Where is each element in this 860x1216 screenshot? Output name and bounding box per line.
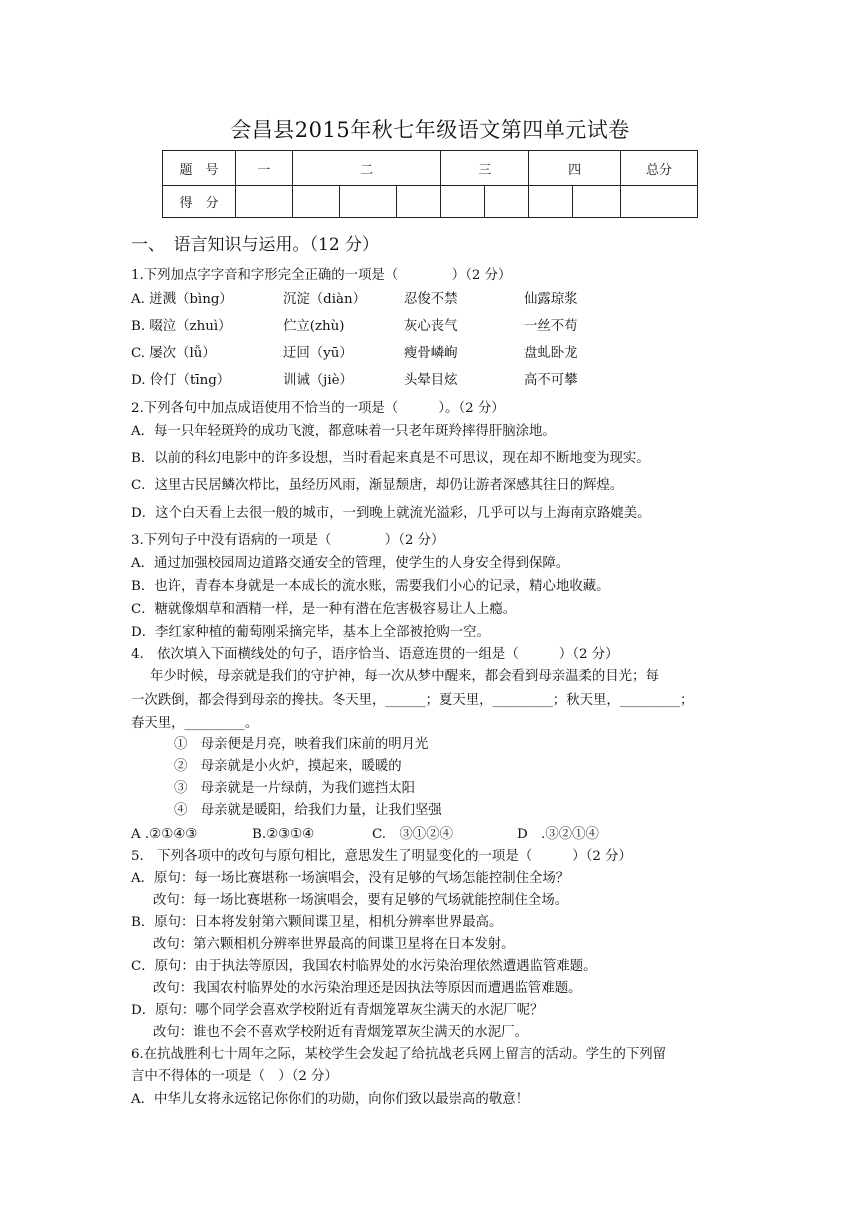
q2-stem: 2.下列各句中加点成语使用不恰当的一项是（ ）。（2 分）	[131, 401, 505, 416]
header-cell-total: 总分	[621, 151, 698, 186]
q5-b-revised: 改句：第六颗相机分辨率世界最高的间谍卫星将在日本发射。	[153, 937, 515, 952]
q5-a-original: A．原句：每一场比赛堪称一场演唱会，没有足够的气场怎能控制住全场？	[131, 871, 570, 886]
q1-option-a-2: 沉淀（diàn）	[283, 292, 367, 307]
q4-passage-line-2: 一次跌倒，都会得到母亲的搀扶。冬天里，______；夏天里，_________；秋天里，_________；	[131, 693, 694, 708]
q5-d-original: D．原句：哪个同学会喜欢学校附近有青烟笼罩灰尘满天的水泥厂呢？	[131, 1003, 544, 1018]
q4-item-4: ④ 母亲就是暖阳，给我们力量，让我们坚强	[174, 803, 442, 818]
q1-option-b-3: 灰心丧气	[404, 319, 458, 334]
q4-choice-a: A .②①④③	[131, 827, 198, 842]
q4-item-2: ② 母亲就是小火炉，摸起来，暖暖的	[174, 759, 402, 774]
q1-option-d-3: 头晕目炫	[404, 373, 458, 388]
q5-c-revised: 改句：我国农村临界处的水污染治理还是因执法等原因而遭遇监管难题。	[153, 981, 582, 996]
score-cell[interactable]	[573, 186, 621, 218]
header-cell-label: 题 号	[163, 151, 236, 186]
header-cell-1: 一	[235, 151, 292, 186]
q6-stem-line-2: 言中不得体的一项是（ ）（2 分）	[131, 1069, 338, 1084]
score-cell[interactable]	[396, 186, 441, 218]
score-cell[interactable]	[441, 186, 485, 218]
q5-stem: 5. 下列各项中的改句与原句相比，意思发生了明显变化的一项是（ ）（2 分）	[131, 849, 632, 864]
q2-option-a: A．每一只年轻斑羚的成功飞渡，都意味着一只老年斑羚摔得肝脑涂地。	[131, 424, 556, 439]
q1-option-a: A. 迸溅（bìng）	[131, 292, 233, 307]
q1-option-c-2: 迂回（yū）	[283, 346, 353, 361]
q5-d-revised: 改句：谁也不会不喜欢学校附近有青烟笼罩灰尘满天的水泥厂。	[153, 1025, 528, 1040]
q4-item-3: ③ 母亲就是一片绿荫，为我们遮挡太阳	[174, 781, 416, 796]
q4-item-1: ① 母亲便是月亮，映着我们床前的明月光	[174, 737, 429, 752]
score-cell[interactable]	[529, 186, 573, 218]
q3-option-a: A．通过加强校园周边道路交通安全的管理，使学生的人身安全得到保障。	[131, 556, 570, 571]
score-cell-total[interactable]	[621, 186, 698, 218]
header-cell-3: 三	[441, 151, 529, 186]
q5-b-original: B．原句：日本将发射第六颗间谍卫星，相机分辨率世界最高。	[131, 915, 503, 930]
q1-option-a-3: 忍俊不禁	[404, 292, 458, 307]
q5-c-original: C．原句：由于执法等原因，我国农村临界处的水污染治理依然遭遇监管难题。	[131, 959, 597, 974]
q1-option-a-4: 仙露琼浆	[524, 292, 578, 307]
q1-option-d-2: 训诫（jiè）	[283, 373, 353, 388]
q4-passage-line-1: 年少时候，母亲就是我们的守护神，每一次从梦中醒来，都会看到母亲温柔的目光；每	[150, 669, 659, 684]
q1-stem: 1.下列加点字字音和字形完全正确的一项是（ ）（2 分）	[131, 268, 512, 283]
score-table-score-row	[163, 186, 698, 218]
q1-option-b: B. 啜泣（zhuì）	[131, 319, 232, 334]
q2-option-d: D．这个白天看上去很一般的城市，一到晚上就流光溢彩，几乎可以与上海南京路媲美。	[131, 506, 651, 521]
score-row-label: 得 分	[163, 186, 236, 218]
section-heading: 一、 语言知识与运用。（12 分）	[131, 235, 380, 255]
score-cell[interactable]	[235, 186, 292, 218]
q4-choice-c: C. ③①②④	[372, 827, 453, 842]
q3-option-b: B．也许，青春本身就是一本成长的流水账，需要我们小心的记录，精心地收藏。	[131, 579, 610, 594]
q1-option-d-4: 高不可攀	[524, 373, 578, 388]
q4-choice-b: B.②③①④	[252, 827, 315, 842]
score-cell[interactable]	[339, 186, 396, 218]
q3-stem: 3.下列句子中没有语病的一项是（ ）（2 分）	[131, 533, 445, 548]
q1-option-b-2: 伫立(zhù)	[283, 319, 345, 334]
q2-option-b: B．以前的科幻电影中的许多设想，当时看起来真是不可思议，现在却不断地变为现实。	[131, 451, 650, 466]
q4-choice-d: D .③②①④	[517, 827, 599, 842]
q2-option-c: C．这里古民居鳞次栉比，虽经历风雨，渐显颓唐，却仍让游者深感其往日的辉煌。	[131, 478, 624, 493]
q4-passage-line-3: 春天里，_________。	[131, 716, 259, 731]
score-cell[interactable]	[485, 186, 529, 218]
q6-option-a: A．中华儿女将永远铭记你你们的功勋，向你们致以最崇高的敬意！	[131, 1092, 529, 1107]
header-cell-4: 四	[529, 151, 621, 186]
score-table	[162, 150, 698, 218]
exam-title: 会昌县2015年秋七年级语文第四单元试卷	[230, 118, 630, 142]
q5-a-revised: 改句：每一场比赛堪称一场演唱会，要有足够的气场就能控制住全场。	[153, 893, 569, 908]
score-cell[interactable]	[292, 186, 339, 218]
q1-option-c-3: 瘦骨嶙峋	[404, 346, 458, 361]
q1-option-d: D. 伶仃（tīng）	[131, 373, 231, 388]
q6-stem-line-1: 6.在抗战胜利七十周年之际，某校学生会发起了给抗战老兵网上留言的活动。学生的下列留	[131, 1047, 667, 1062]
q4-stem: 4. 依次填入下面横线处的句子，语序恰当、语意连贯的一组是（ ）（2 分）	[131, 647, 619, 662]
q1-option-b-4: 一丝不苟	[524, 319, 578, 334]
q3-option-c: C．糖就像烟草和酒精一样，是一种有潜在危害极容易让人上瘾。	[131, 602, 517, 617]
score-table-header-row	[163, 151, 698, 186]
header-cell-2: 二	[292, 151, 441, 186]
q3-option-d: D．李红家种植的葡萄刚采摘完毕，基本上全部被抢购一空。	[131, 625, 490, 640]
q1-option-c-4: 盘虬卧龙	[524, 346, 578, 361]
q1-option-c: C. 屡次（lǚ）	[131, 346, 216, 361]
